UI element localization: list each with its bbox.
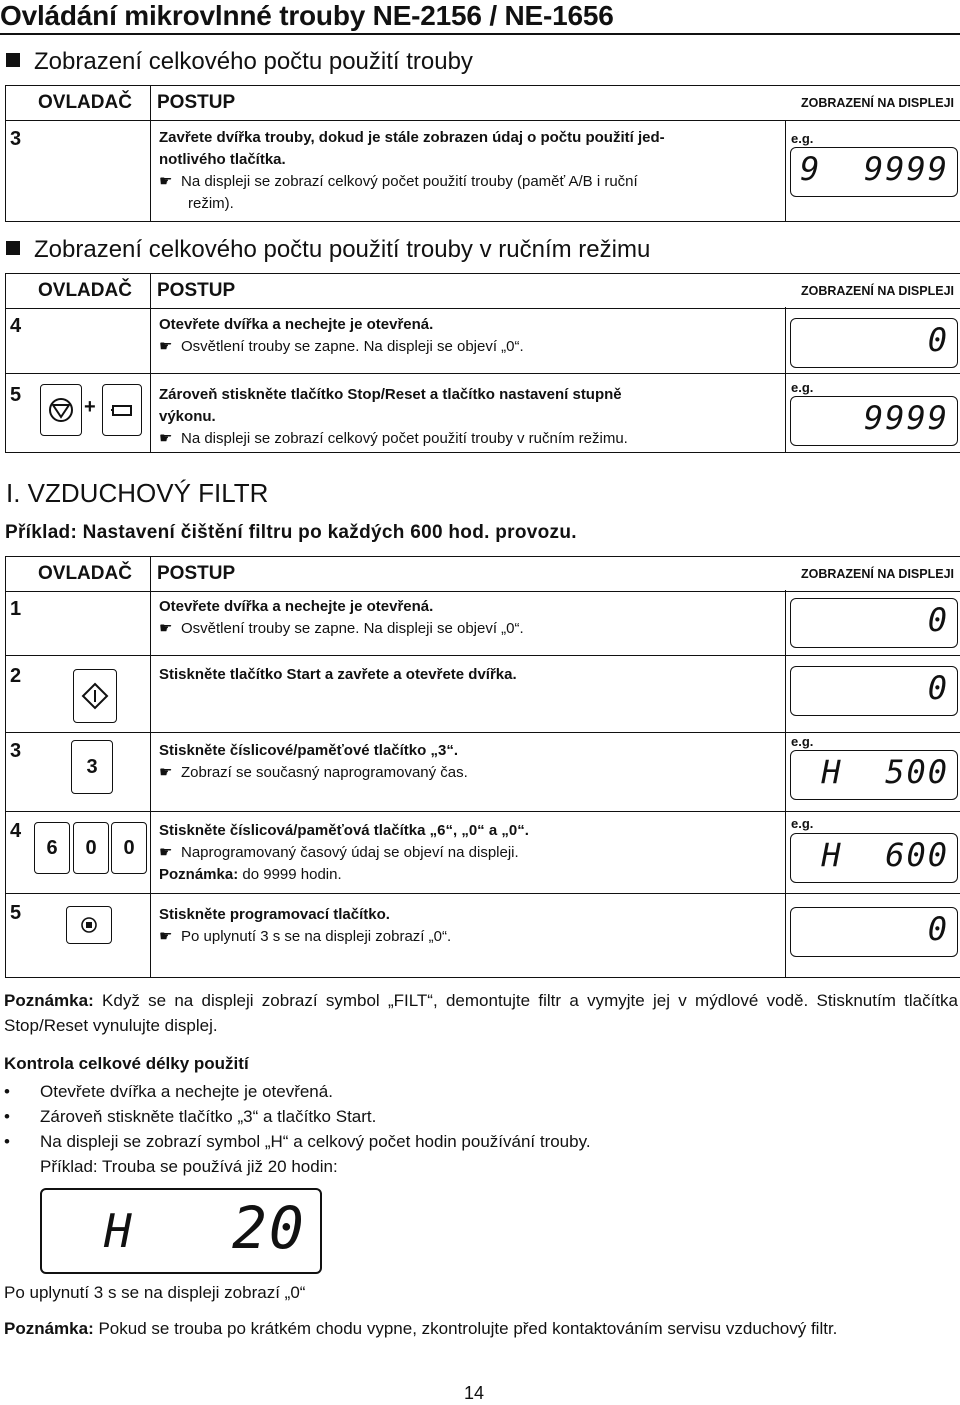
pointing-hand-icon: ☛ (159, 764, 173, 781)
display-panel: 0 (790, 318, 958, 368)
start-icon (74, 670, 116, 722)
header-display: ZOBRAZENÍ NA DISPLEJI (800, 96, 954, 110)
table1-divider (150, 85, 151, 222)
section2-title: Zobrazení celkového počtu použití trouby v ručním režimu (34, 236, 651, 263)
stop-reset-button[interactable] (40, 384, 82, 436)
pointing-hand-icon: ☛ (159, 338, 173, 355)
list-item: • Na displeji se zobrazí symbol „H“ a celkový počet hodin používání trouby. (4, 1132, 591, 1151)
table3-row-line (5, 732, 960, 733)
pointing-hand-icon: ☛ (159, 620, 173, 637)
display-panel-large: H 20 (40, 1188, 322, 1274)
list-item: • Zároveň stiskněte tlačítko „3“ a tlačítko Start. (4, 1107, 377, 1126)
display-panel: H 600 (790, 833, 958, 883)
square-bullet-icon (6, 53, 20, 67)
number-0-button[interactable]: 0 (111, 822, 147, 874)
table2-row-line (5, 373, 960, 374)
table1-left-border (5, 85, 6, 222)
number-0-button[interactable]: 0 (73, 822, 109, 874)
step-text: Stiskněte programovací tlačítko. ☛ Po uplynutí 3 s se na displeji zobrazí „0“. (159, 904, 781, 948)
start-button[interactable] (73, 669, 117, 723)
table1-header (5, 85, 960, 121)
row-number: 3 (10, 128, 22, 150)
display-panel: 9999 (790, 396, 958, 446)
step-text: Stiskněte číslicové/paměťové tlačítko „3“. ☛ Zobrazí se současný naprogramovaný čas. (159, 740, 781, 784)
section3-example: Příklad: Nastavení čištění filtru po každých 600 hod. provozu. (5, 522, 577, 543)
after-text: Po uplynutí 3 s se na displeji zobrazí „0“ (4, 1283, 306, 1302)
check-example: Příklad: Trouba se používá již 20 hodin: (40, 1157, 338, 1176)
pointing-hand-icon: ☛ (159, 928, 173, 945)
check-title: Kontrola celkové délky použití (4, 1054, 249, 1073)
display-panel: 0 (790, 907, 958, 957)
header-procedure: POSTUP (157, 92, 236, 113)
page-title: Ovládání mikrovlnné trouby NE-2156 / NE-1656 (0, 0, 614, 31)
table1-divider (785, 120, 786, 222)
table2-divider (150, 273, 151, 453)
power-level-button[interactable] (102, 384, 142, 436)
number-3-button[interactable]: 3 (71, 740, 113, 794)
step-text: Zároveň stiskněte tlačítko Stop/Reset a tlačítko nastavení stupně výkonu. ☛ Na displeji se zobrazí celkový počet použití trouby v ručním režimu. (159, 384, 781, 450)
header-control: OVLADAČ (38, 92, 132, 113)
table3-divider (150, 556, 151, 978)
step-text: Stiskněte číslicová/paměťová tlačítka „6“, „0“ a „0“. ☛ Naprogramovaný časový údaj se objeví na displeji. Poznámka: do 9999 hodin. (159, 822, 529, 883)
table3-header: OVLADAČ POSTUP ZOBRAZENÍ NA DISPLEJI (5, 556, 960, 592)
step-text: Otevřete dvířka a nechejte je otevřená. ☛ Osvětlení trouby se zapne. Na displeji se objeví „0“. (159, 596, 781, 640)
list-item: • Otevřete dvířka a nechejte je otevřená. (4, 1082, 333, 1101)
table2-bottom (5, 452, 960, 453)
table3-bottom (5, 977, 960, 978)
pointing-hand-icon: ☛ (159, 844, 173, 861)
table3-row-line (5, 655, 960, 656)
display-panel: 9 9999 (790, 147, 958, 197)
display-panel: 0 (790, 598, 958, 648)
table1-bottom (5, 221, 960, 222)
pointing-hand-icon: ☛ (159, 173, 173, 190)
table2-divider (785, 307, 786, 453)
pointing-hand-icon: ☛ (159, 430, 173, 447)
table3-row-line (5, 811, 960, 812)
stop-reset-icon (41, 385, 81, 435)
eg-label: e.g. (791, 131, 814, 146)
page-number: 14 (464, 1383, 485, 1403)
table3-row-line (5, 893, 960, 894)
section1-heading (6, 48, 473, 76)
display-panel: H 500 (790, 750, 958, 800)
number-6-button[interactable]: 6 (34, 822, 70, 874)
step-text: Zavřete dvířka trouby, dokud je stále zobrazen údaj o počtu použití jed- notlivého tlačítka. ☛ Na displeji se zobrazí celkový počet použití trouby (paměť A/B i ruční režim). (159, 129, 665, 212)
power-level-icon (103, 385, 141, 435)
note-filter: Poznámka: Pokud se trouba po krátkém chodu vypne, zkontrolujte před kontaktováním servisu vzduchový filtr. (4, 1319, 838, 1338)
section2-heading (6, 236, 650, 264)
display-panel: 0 (790, 666, 958, 716)
program-icon (67, 907, 111, 943)
plus-sign: + (84, 396, 96, 418)
section1-title: Zobrazení celkového počtu použití trouby (34, 48, 473, 75)
note-filt: Poznámka: Když se na displeji zobrazí symbol „FILT“, demontujte filtr a vymyjte jej v mýdlové vodě. Stisknutím tlačítka Stop/Reset vynulujte displej. (4, 991, 958, 1035)
table3-divider (785, 590, 786, 978)
table3-left-border (5, 556, 6, 978)
step-text: Stiskněte tlačítko Start a zavřete a otevřete dvířka. (159, 666, 517, 683)
title-rule (0, 33, 960, 35)
table2-header: OVLADAČ POSTUP ZOBRAZENÍ NA DISPLEJI (5, 273, 960, 309)
section3-title: I. VZDUCHOVÝ FILTR (6, 478, 269, 508)
table2-left-border (5, 273, 6, 453)
square-bullet-icon (6, 241, 20, 255)
step-text: Otevřete dvířka a nechejte je otevřená. ☛ Osvětlení trouby se zapne. Na displeji se objeví „0“. (159, 314, 781, 358)
program-button[interactable] (66, 906, 112, 944)
